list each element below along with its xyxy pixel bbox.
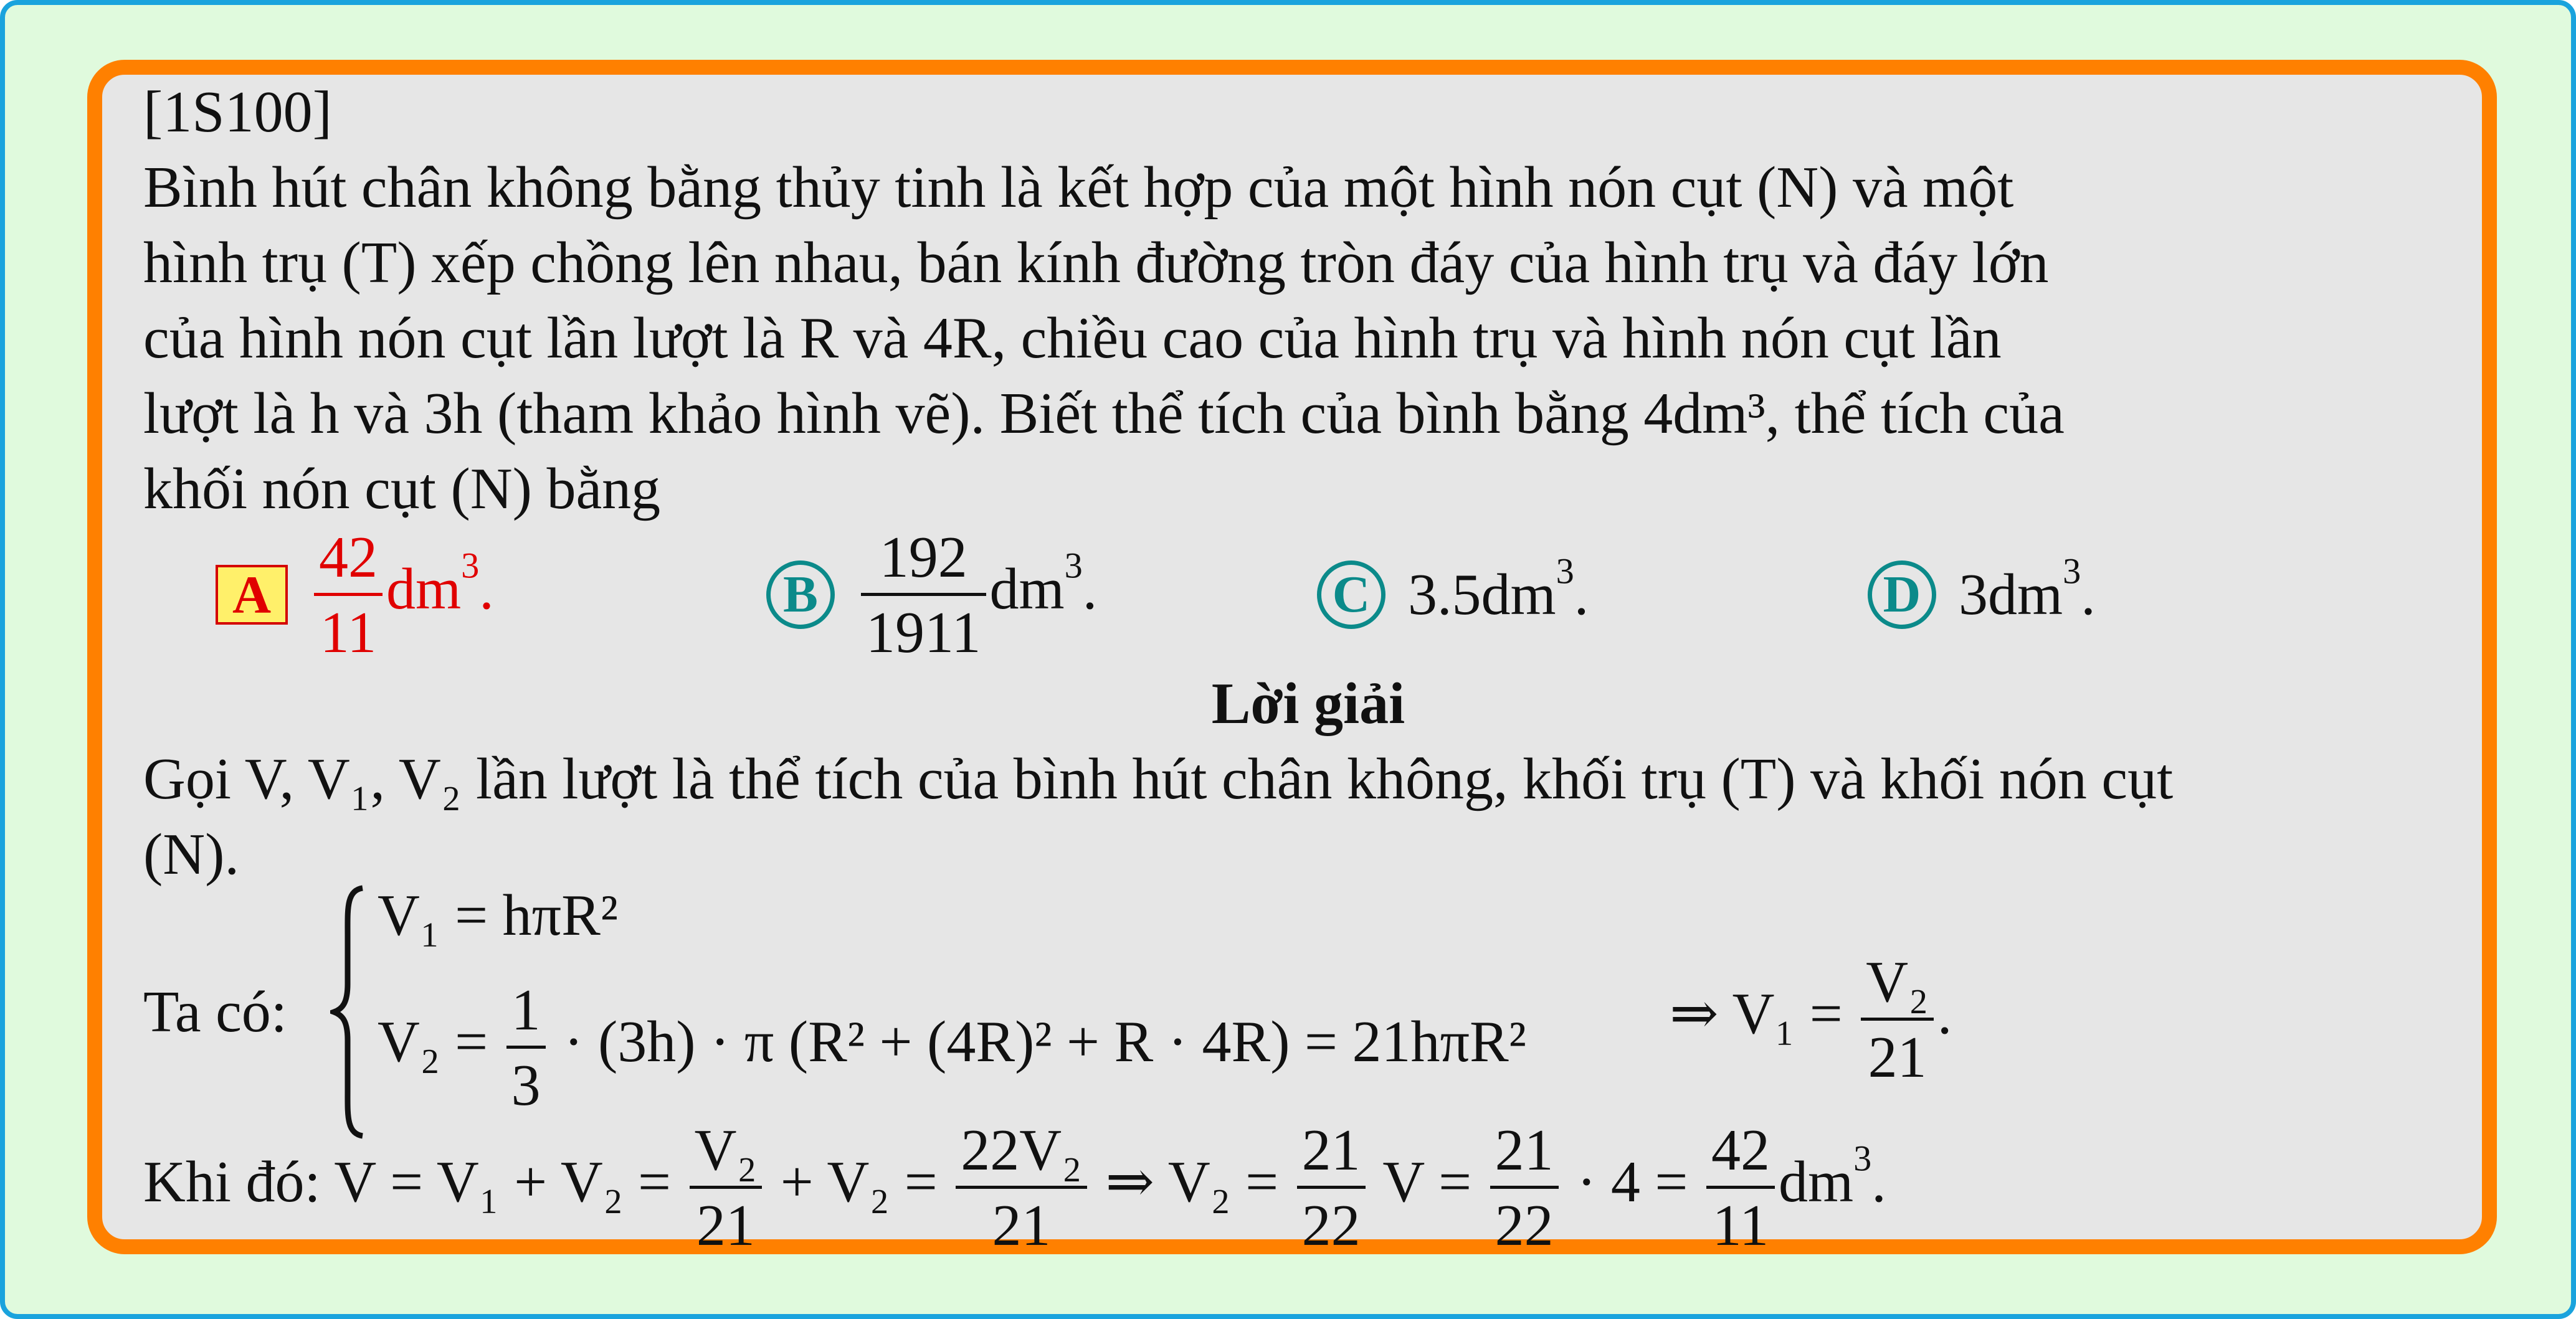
- implication: ⇒ V₁ = $\frac{\text{V₂}}{21}$ .: [1670, 950, 1952, 1090]
- final-equation: Khi đó: V = V₁ + V₂ = $\frac{\text{V₂}}{21}$ + V₂ = $\frac{\text{22V₂}}{21}$ ⇒ V₂ = $\frac{21}{22}$ V = $\frac{21}{22}$ · 4 = $\frac{42}{11}$ $dm^3$.: [143, 1118, 1886, 1258]
- option-a-value: $\frac{42}{11}$ $dm^3$.: [310, 528, 494, 662]
- option-a-badge: A: [216, 565, 288, 625]
- question-line: hình trụ (T) xếp chồng lên nhau, bán kính đường tròn đáy của hình trụ và đáy lớn: [143, 230, 2049, 295]
- equation-system: [143, 866, 2473, 1158]
- option-c[interactable]: [1317, 523, 1589, 666]
- question-line: lượt là h và 3h (tham khảo hình vẽ). Biết thể tích của bình bằng 4dm³, thể tích của: [143, 381, 2065, 446]
- option-d[interactable]: [1868, 523, 2096, 666]
- option-a[interactable]: [216, 523, 494, 666]
- option-c-badge: C: [1317, 560, 1385, 629]
- problem-content: [143, 75, 2473, 1258]
- solution-line: Gọi V, V₁, V₂ lần lượt là thể tích của bình hút chân không, khối trụ (T) và khối nón cụt: [143, 747, 2174, 811]
- option-c-value: $3.5dm^3$.: [1408, 550, 1589, 627]
- option-b-badge: B: [766, 560, 835, 629]
- solution-line: (N).: [143, 822, 239, 887]
- problem-card: [87, 60, 2497, 1258]
- question-line: khối nón cụt (N) bằng: [143, 456, 661, 521]
- ta-co-label: Ta có:: [143, 980, 287, 1044]
- equation-v2: V₂ = $\frac{1}{3}$ · (3h) · π (R² + (4R)² + R · 4R) = 21hπR²: [378, 978, 1526, 1118]
- option-d-badge: D: [1868, 560, 1936, 629]
- answer-options: [143, 523, 2473, 666]
- option-b-value: $\frac{192}{1911}$ $dm^3$.: [857, 528, 1097, 662]
- option-b[interactable]: [766, 523, 1097, 666]
- problem-id: [1S100]: [143, 80, 332, 144]
- question-line: Bình hút chân không bằng thủy tinh là kết hợp của một hình nón cụt (N) và một: [143, 155, 2014, 220]
- equation-v1: V₁ = hπR²: [378, 883, 619, 948]
- question-line: của hình nón cụt lần lượt là R và 4R, chiều cao của hình trụ và hình nón cụt lần: [143, 306, 2002, 371]
- left-brace-icon: [330, 884, 368, 1140]
- option-d-value: $3dm^3$.: [1959, 550, 2096, 627]
- solution-title: Lời giải: [1211, 671, 1405, 736]
